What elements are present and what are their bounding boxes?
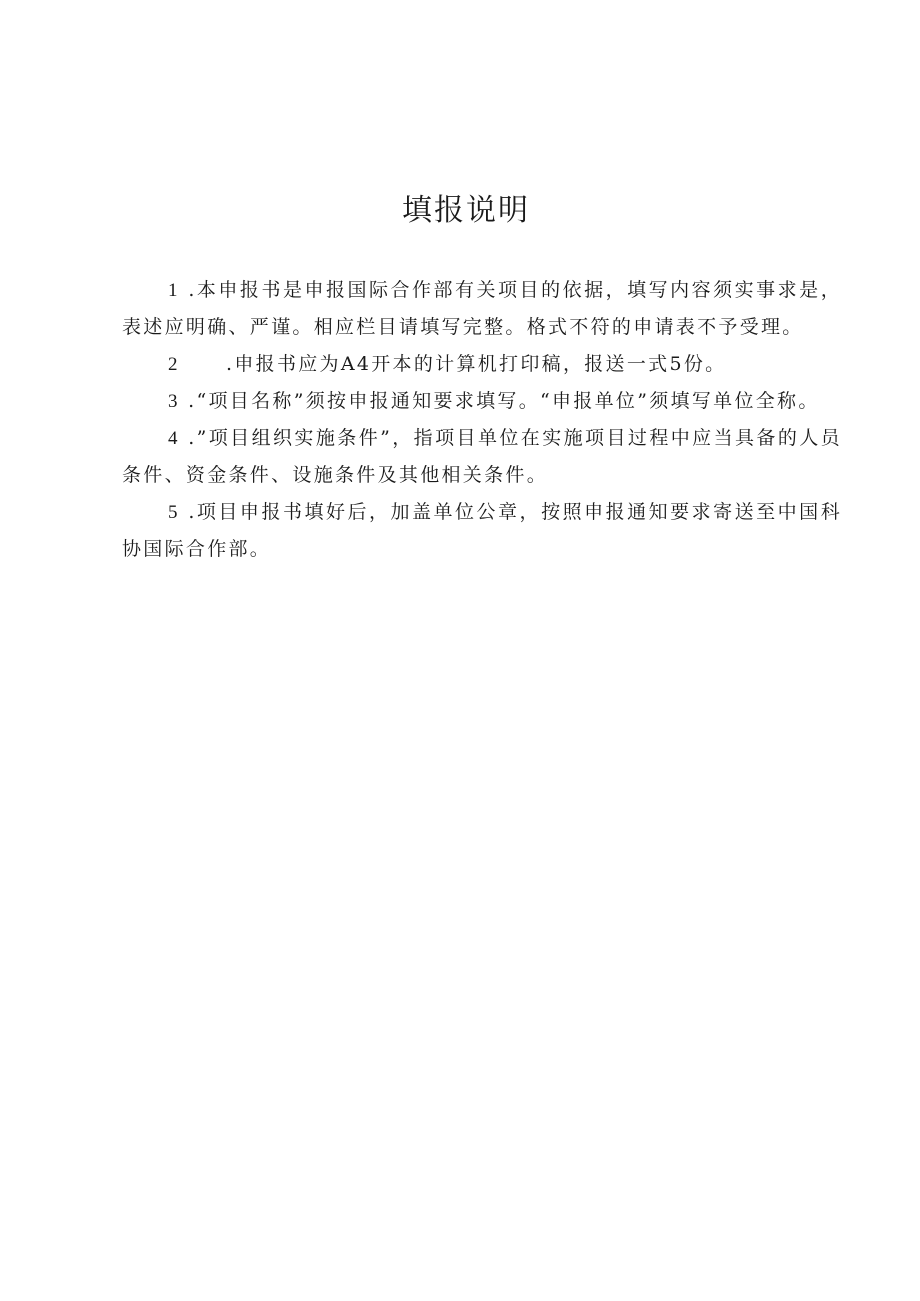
list-item <box>122 272 842 346</box>
item-text: .项目申报书填好后，加盖单位公章，按照申报通知要求寄送至中国科协国际合作部。 <box>122 501 842 560</box>
item-text: .”项目组织实施条件”，指项目单位在实施项目过程中应当具备的人员条件、资金条件、设施条件及其他相关条件。 <box>122 427 842 486</box>
list-item <box>122 420 842 494</box>
item-number: 4 <box>168 428 180 449</box>
item-text: .申报书应为A4开本的计算机打印稿，报送一式5份。 <box>226 353 727 375</box>
list-item <box>122 494 842 568</box>
item-number: 2 <box>168 354 180 375</box>
page-title: 填报说明 <box>402 193 530 228</box>
item-number: 1 <box>168 280 180 301</box>
item-number: 5 <box>168 502 180 523</box>
item-text: .本申报书是申报国际合作部有关项目的依据，填写内容须实事求是，表述应明确、严谨。相应栏目请填写完整。格式不符的申请表不予受理。 <box>122 279 842 338</box>
instructions-list <box>122 272 842 568</box>
list-item <box>122 346 842 383</box>
item-number: 3 <box>168 391 180 412</box>
list-item <box>122 383 842 420</box>
item-text: .“项目名称”须按申报通知要求填写。“申报单位”须填写单位全称。 <box>179 390 820 412</box>
